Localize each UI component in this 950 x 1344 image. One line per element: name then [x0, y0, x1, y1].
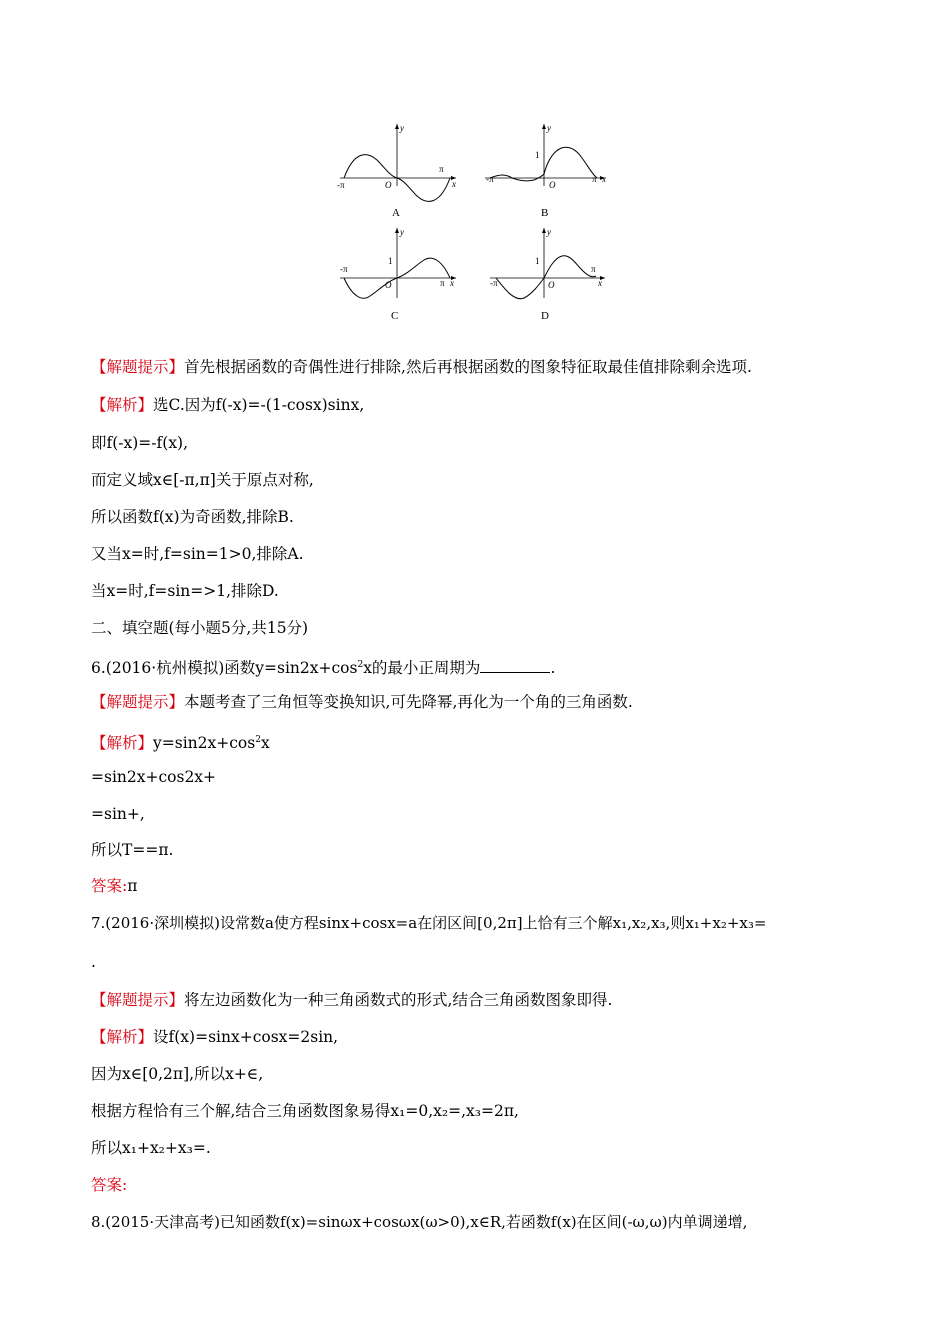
- q7-line-2: 因为x∈[0,2π],所以x+∈,: [91, 1065, 264, 1083]
- q7-solution: [91, 1027, 338, 1047]
- q6-stem-sup: 2: [357, 660, 364, 670]
- graph-c-x-label: x: [450, 278, 454, 288]
- answer-value: π: [127, 877, 138, 895]
- graph-c-pi: π: [440, 278, 445, 288]
- hint-tag: 【解题提示】: [91, 991, 185, 1009]
- graph-b: [485, 123, 606, 219]
- graph-c-one: 1: [388, 256, 393, 266]
- q7-stem-end: .: [91, 953, 96, 971]
- q6-sol-a: y=sin2x+cos: [153, 734, 256, 753]
- graph-c-neg-pi: -π: [340, 264, 348, 274]
- q6-stem-b: x的最小正周期为: [363, 659, 481, 678]
- graph-b-x-label: x: [602, 174, 606, 184]
- q6-sol-sup: 2: [255, 735, 261, 745]
- graph-b-label: B: [541, 207, 549, 219]
- q5-line-3: 而定义域x∈[-π,π]关于原点对称,: [91, 471, 314, 489]
- graph-d-origin: O: [548, 280, 555, 290]
- graph-c-label: C: [391, 310, 399, 322]
- graph-b-origin: O: [549, 180, 556, 190]
- q6-stem-a: 6.(2016·杭州模拟)函数y=sin2x+cos: [91, 659, 358, 678]
- answer-blank: [480, 658, 550, 673]
- q7-line-4: 所以x₁+x₂+x₃=.: [91, 1139, 211, 1157]
- q6-stem: [91, 655, 555, 678]
- graph-a: [337, 123, 456, 219]
- q6-sol-b: x: [260, 734, 270, 753]
- graph-d-pi: π: [591, 264, 596, 274]
- q8-stem: 8.(2015·天津高考)已知函数f(x)=sinωx+cosωx(ω>0),x∈R,若函数f(x)在区间(-ω,ω)内单调递增,: [91, 1213, 748, 1231]
- solution-tag: 【解析】: [91, 396, 154, 414]
- hint-tag: 【解题提示】: [91, 693, 185, 711]
- graph-a-pi: π: [439, 164, 444, 174]
- graph-d-x-label: x: [598, 278, 602, 288]
- q5-line-6: 当x=时,f=sin=>1,排除D.: [91, 582, 279, 600]
- graph-a-x-label: x: [452, 179, 456, 189]
- graph-a-neg-pi: -π: [337, 180, 345, 190]
- graph-d-y-label: y: [547, 227, 551, 237]
- graph-a-label: A: [392, 207, 400, 219]
- q6-line-4: 所以T==π.: [91, 841, 174, 859]
- graph-c: [340, 227, 456, 322]
- graph-a-origin: O: [385, 180, 392, 190]
- graph-b-pi: π: [592, 174, 597, 184]
- q6-answer: [91, 876, 137, 896]
- graph-d-one: 1: [535, 256, 540, 266]
- section-heading: 二、填空题(每小题5分,共15分): [91, 619, 309, 637]
- hint-text: 将左边函数化为一种三角函数式的形式,结合三角函数图象即得.: [184, 991, 613, 1009]
- graph-b-y-label: y: [547, 123, 551, 133]
- graph-c-origin: O: [385, 280, 392, 290]
- q5-hint: [91, 357, 752, 377]
- q7-hint: [91, 990, 612, 1010]
- solution-text: 设f(x)=sinx+cosx=2sin,: [153, 1028, 339, 1046]
- q7-answer: 答案:: [91, 1176, 128, 1194]
- graph-d-neg-pi: -π: [490, 278, 498, 288]
- graph-d-label: D: [541, 310, 549, 322]
- q5-line-4: 所以函数f(x)为奇函数,排除B.: [91, 508, 294, 526]
- hint-text: 首先根据函数的奇偶性进行排除,然后再根据函数的图象特征取最佳值排除剩余选项.: [184, 358, 752, 376]
- solution-tag: 【解析】: [91, 1028, 154, 1046]
- graph-a-y-label: y: [400, 123, 404, 133]
- graph-b-one: 1: [535, 150, 540, 160]
- graph-c-y-label: y: [400, 227, 404, 237]
- q6-line-3: =sin+,: [91, 805, 145, 823]
- q6-stem-end: .: [550, 659, 556, 678]
- graph-b-neg-pi: -π: [486, 174, 494, 184]
- hint-tag: 【解题提示】: [91, 358, 185, 376]
- q5-line-5: 又当x=时,f=sin=1>0,排除A.: [91, 545, 304, 563]
- q6-solution: [91, 730, 270, 753]
- solution-tag: 【解析】: [91, 734, 154, 753]
- q7-stem: 7.(2016·深圳模拟)设常数a使方程sinx+cosx=a在闭区间[0,2π]上恰有三个解x₁,x₂,x₃,则x₁+x₂+x₃=: [91, 914, 767, 932]
- q7-line-3: 根据方程恰有三个解,结合三角函数图象易得x₁=0,x₂=,x₃=2π,: [91, 1102, 519, 1120]
- q5-solution: [91, 395, 364, 415]
- q6-hint: [91, 692, 633, 712]
- hint-text: 本题考查了三角恒等变换知识,可先降幂,再化为一个角的三角函数.: [184, 693, 633, 711]
- graph-d: [490, 227, 605, 322]
- trig-graph-options-figure: [330, 118, 620, 333]
- answer-tag: 答案:: [91, 877, 128, 895]
- q5-line-2: 即f(-x)=-f(x),: [91, 434, 189, 452]
- q6-line-2: =sin2x+cos2x+: [91, 768, 217, 786]
- solution-text: 选C.因为f(-x)=-(1-cosx)sinx,: [153, 396, 365, 414]
